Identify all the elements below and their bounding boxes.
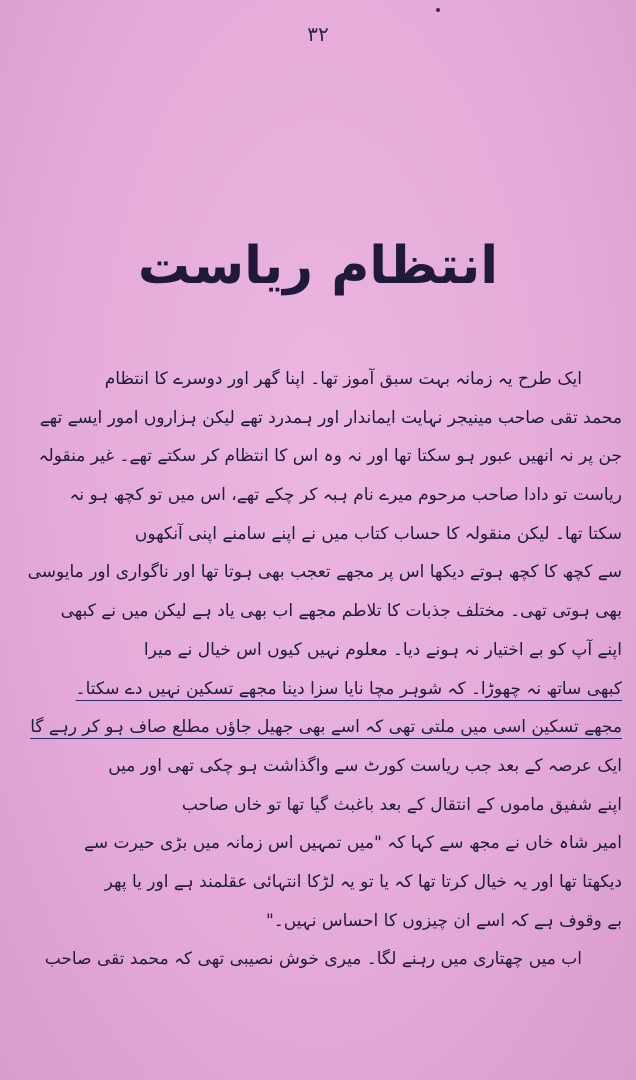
chapter-title: انتظام ریاست bbox=[137, 236, 499, 296]
text-line: اب میں چھتاری میں رہنے لگا۔ میری خوش نصیبی تھی کہ محمد تقی صاحب bbox=[44, 949, 582, 970]
text-line: دیکھتا تھا اور یہ خیال کرتا تھا کہ یا تو یہ لڑکا انتہائی عقلمند ہے اور یا پھر bbox=[104, 871, 622, 892]
text-line: بے وقوف ہے کہ اسے ان چیزوں کا احساس نہیں۔" bbox=[265, 910, 622, 931]
text-line: جن پر نہ انھیں عبور ہو سکتا تھا اور نہ وہ اس کا انتظام کر سکتے تھے۔ غیر منقولہ bbox=[38, 446, 622, 467]
text-line: سے کچھ کا کچھ ہوتے دیکھا اس پر مجھے تعجب بھی ہوتا تھا اور ناگواری اور مایوسی bbox=[27, 562, 622, 583]
text-line: ایک عرصہ کے بعد جب ریاست کورٹ سے واگذاشت ہو چکی تھی اور میں bbox=[108, 755, 622, 776]
body-paragraph bbox=[14, 360, 622, 979]
text-line: محمد تقی صاحب مینیجر نہایت ایماندار اور ہمدرد تھے لیکن ہزاروں امور ایسے تھے bbox=[39, 407, 622, 428]
ink-speck bbox=[436, 8, 440, 12]
page-number: ۳۲ bbox=[307, 22, 329, 46]
underlined-text-line: مجھے تسکین اسی میں ملتی تھی کہ اسے بھی جھیل جاؤں مطلع صاف ہو کر رہے گا bbox=[30, 717, 622, 738]
text-line: ریاست تو دادا صاحب مرحوم میرے نام ہبہ کر چکے تھے، اس میں تو کچھ ہو نہ bbox=[69, 485, 622, 506]
text-line: سکتا تھا۔ لیکن منقولہ کا حساب کتاب میں نے اپنے سامنے اپنی آنکھوں bbox=[134, 523, 622, 544]
text-line: امیر شاہ خاں نے مجھ سے کہا کہ "میں تمہیں اس زمانہ میں بڑی حیرت سے bbox=[83, 833, 622, 854]
text-line: ایک طرح یہ زمانہ بہت سبق آموز تھا۔ اپنا گھر اور دوسرے کا انتظام bbox=[104, 369, 582, 389]
text-line: بھی ہوتی تھی۔ مختلف جذبات کا تلاطم مجھے اب بھی یاد ہے لیکن میں نے کبھی bbox=[60, 601, 622, 622]
text-line: اپنے آپ کو بے اختیار نہ ہونے دیا۔ معلوم نہیں کیوں اس خیال نے میرا bbox=[143, 639, 622, 660]
text-line: اپنے شفیق ماموں کے انتقال کے بعد باغبث گیا تھا تو خاں صاحب bbox=[181, 794, 622, 815]
underlined-text-line: کبھی ساتھ نہ چھوڑا۔ کہ شوہر مچا نایا سزا دینا مجھے تسکین نہیں دے سکتا۔ bbox=[75, 678, 622, 699]
